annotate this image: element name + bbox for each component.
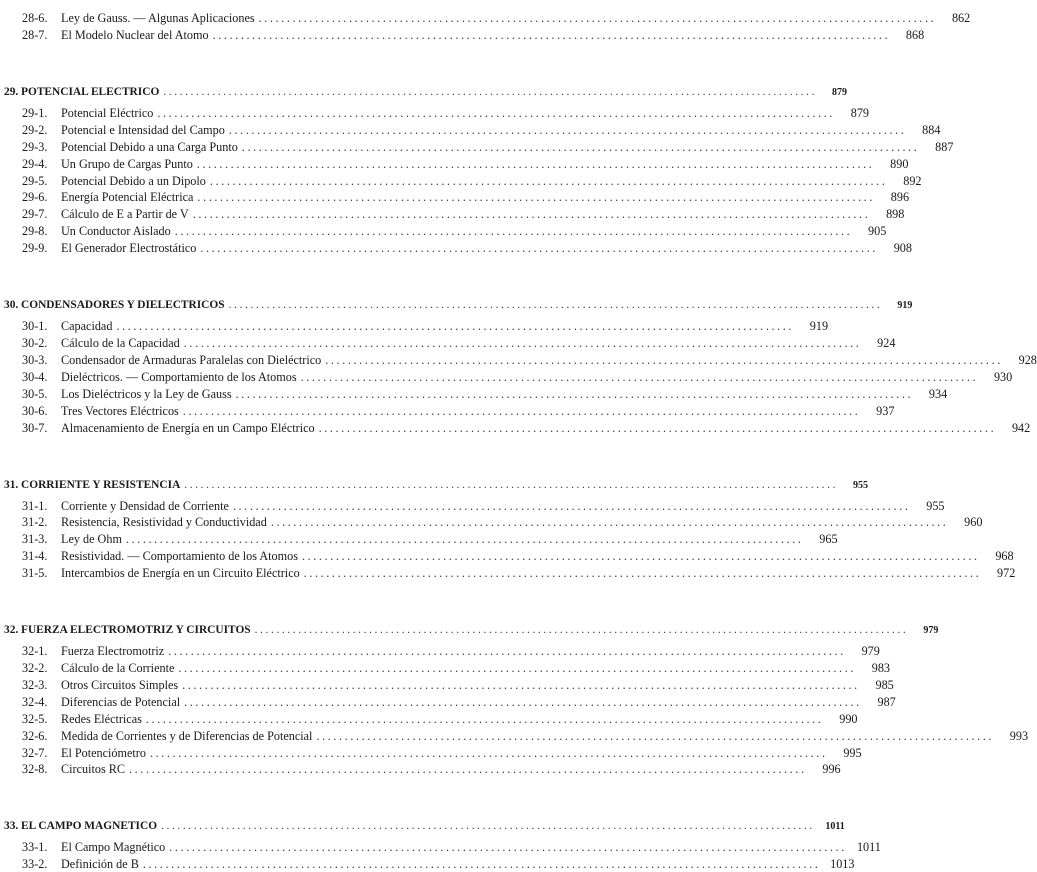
dot-leader: ........................................................................................................................ — [129, 762, 807, 777]
toc-entry-title: Fuerza Electromotriz — [61, 644, 165, 659]
dot-leader: ........................................................................................................................ — [157, 105, 836, 120]
toc-entry-page: 972 — [997, 566, 1016, 581]
dot-leader: ........................................................................................................................ — [182, 403, 861, 418]
toc-entry-title: CORRIENTE Y RESISTENCIA — [21, 478, 181, 491]
toc-section-entry — [22, 694, 896, 710]
toc-entry-number: 28-7. — [22, 27, 48, 42]
dot-leader: ........................................................................................................................ — [125, 532, 804, 547]
toc-entry-title: Potencial e Intensidad del Campo — [61, 122, 225, 137]
dot-leader: ........................................................................................................................ — [200, 241, 878, 256]
toc-entry-title: Un Grupo de Cargas Punto — [61, 156, 193, 171]
toc-entry-title: Energía Potencial Eléctrica — [61, 190, 194, 205]
toc-section-entry — [22, 498, 945, 514]
toc-entry-title: POTENCIAL ELECTRICO — [21, 85, 160, 98]
toc-entry-number: 32-6. — [22, 728, 48, 743]
dot-leader: ........................................................................................................................ — [149, 745, 828, 760]
dot-leader: ........................................................................................................................ — [161, 820, 815, 833]
dot-leader: ........................................................................................................................ — [142, 857, 821, 872]
toc-entry-number: 31-1. — [22, 498, 48, 513]
toc-entry-title: Circuitos RC — [61, 762, 125, 777]
toc-section-entry — [22, 11, 971, 26]
toc-section-entry — [22, 857, 855, 872]
toc-section-entry — [22, 420, 1031, 436]
dot-leader: ........................................................................................................................ — [258, 11, 937, 25]
toc-entry-page: 995 — [843, 745, 862, 760]
toc-entry-page: 905 — [868, 224, 887, 239]
toc-entry-title: Cálculo de la Capacidad — [61, 336, 180, 350]
toc-entry-page: 924 — [877, 336, 896, 350]
toc-section-entry — [22, 566, 1016, 581]
toc-entry-number: 33-1. — [22, 840, 48, 855]
toc-entry-number: 32-2. — [22, 661, 48, 675]
toc-entry-page: 892 — [903, 173, 922, 188]
toc-section-entry — [22, 319, 829, 334]
toc-entry-number: 29-1. — [22, 105, 48, 120]
dot-leader: ........................................................................................................................ — [192, 207, 871, 222]
toc-entry-page: 879 — [850, 105, 870, 120]
toc-entry-title: Otros Circuitos Simples — [61, 677, 179, 692]
toc-entry-title: Potencial Debido a un Dipolo — [61, 173, 206, 188]
toc-entry-title: Resistividad. — Comportamiento de los Atomos — [61, 549, 298, 564]
toc-section-entry — [22, 190, 910, 205]
toc-section-entry — [22, 549, 1014, 564]
toc-section-entry — [22, 644, 880, 659]
toc-entry-title: Tres Vectores Eléctricos — [61, 403, 179, 418]
toc-entry-title: Diferencias de Potencial — [61, 694, 181, 709]
dot-leader: ........................................................................................................................ — [212, 27, 891, 42]
toc-section-entry — [22, 352, 1037, 368]
toc-entry-number: 29-3. — [22, 139, 48, 154]
toc-entry-number: 29-5. — [22, 173, 48, 188]
toc-entry-page: 955 — [853, 479, 869, 491]
toc-entry-page: 868 — [905, 27, 925, 42]
dot-leader: ........................................................................................................................ — [300, 369, 979, 384]
dot-leader: ........................................................................................................................ — [228, 122, 907, 137]
dot-leader: ........................................................................................................................ — [270, 515, 949, 530]
toc-section-entry — [22, 386, 948, 402]
toc-entry-page: 987 — [877, 694, 896, 709]
toc-entry-title: EL CAMPO MAGNETICO — [21, 820, 158, 833]
toc-section-entry — [22, 336, 896, 351]
toc-entry-title: Potencial Debido a una Carga Punto — [61, 139, 238, 154]
toc-entry-number: 30-3. — [22, 352, 48, 367]
toc-section-entry — [22, 105, 870, 121]
toc-entry-number: 29-2. — [22, 122, 48, 137]
dot-leader: ........................................................................................................................ — [196, 156, 875, 171]
toc-entry-number: 31-2. — [22, 515, 48, 530]
toc-entry-title: Ley de Ohm — [61, 532, 122, 547]
toc-entry-number: 30-7. — [22, 420, 48, 435]
toc-entry-number: 31-3. — [22, 532, 48, 547]
toc-entry-page: 908 — [893, 241, 912, 256]
toc-entry-title: CONDENSADORES Y DIELECTRICOS — [21, 299, 225, 312]
toc-entry-title: Redes Eléctricas — [61, 711, 142, 726]
toc-entry-page: 1011 — [856, 840, 881, 855]
toc-entry-page: 996 — [822, 762, 841, 777]
toc-entry-title: Cálculo de la Corriente — [61, 661, 175, 675]
toc-entry-number: 29. — [4, 85, 19, 98]
toc-section-entry — [22, 661, 890, 676]
dot-leader: ........................................................................................................................ — [318, 420, 997, 435]
dot-leader: ........................................................................................................................ — [232, 498, 911, 513]
toc-chapter-entry — [4, 297, 913, 313]
toc-entry-number: 29-7. — [22, 207, 48, 222]
toc-entry-title: Medida de Corrientes y de Diferencias de Potencial — [61, 728, 313, 743]
toc-entry-number: 28-6. — [22, 11, 48, 25]
toc-entry-title: Un Conductor Aislado — [61, 224, 171, 239]
toc-entry-title: Corriente y Densidad de Corriente — [61, 498, 229, 513]
toc-entry-number: 29-8. — [22, 224, 48, 239]
dot-leader: ........................................................................................................................ — [228, 299, 883, 312]
toc-entry-title: Intercambios de Energía en un Circuito Eléctrico — [61, 566, 300, 581]
toc-section-entry — [22, 532, 838, 547]
toc-entry-title: Cálculo de E a Partir de V — [61, 207, 189, 222]
dot-leader: ........................................................................................................................ — [184, 478, 839, 491]
dot-leader: ........................................................................................................................ — [145, 711, 824, 726]
toc-entry-page: 887 — [935, 139, 954, 154]
toc-entry-page: 862 — [951, 11, 971, 25]
toc-entry-title: Dieléctricos. — Comportamiento de los Atomos — [61, 369, 297, 384]
dot-leader: ........................................................................................................................ — [168, 644, 846, 659]
toc-entry-title: Ley de Gauss. — Algunas Aplicaciones — [61, 11, 255, 25]
toc-entry-page: 1013 — [830, 857, 855, 872]
toc-entry-number: 30-1. — [22, 319, 48, 334]
dot-leader: ........................................................................................................................ — [163, 85, 818, 98]
dot-leader: ........................................................................................................................ — [116, 319, 795, 334]
toc-entry-page: 890 — [890, 156, 909, 171]
toc-chapter-entry — [4, 477, 869, 493]
dot-leader: ........................................................................................................................ — [184, 694, 862, 709]
toc-entry-page: 937 — [876, 403, 895, 418]
dot-leader: ........................................................................................................................ — [197, 190, 876, 205]
toc-entry-title: Resistencia, Resistividad y Conductividad — [61, 515, 267, 530]
toc-entry-page: 928 — [1018, 352, 1037, 367]
dot-leader: ........................................................................................................................ — [241, 139, 920, 154]
toc-entry-page: 884 — [922, 122, 941, 137]
toc-entry-number: 30. — [4, 299, 19, 312]
toc-section-entry — [22, 122, 941, 138]
toc-entry-number: 31. — [4, 478, 19, 491]
toc-entry-page: 990 — [839, 711, 858, 726]
dot-leader: ........................................................................................................................ — [178, 661, 856, 675]
toc-entry-number: 30-2. — [22, 336, 48, 350]
toc-entry-page: 968 — [995, 549, 1014, 564]
dot-leader: ........................................................................................................................ — [303, 566, 982, 581]
toc-entry-title: Los Dieléctricos y la Ley de Gauss — [61, 386, 232, 401]
dot-leader: ........................................................................................................................ — [254, 624, 909, 637]
toc-entry-number: 29-9. — [22, 241, 48, 256]
toc-entry-page: 898 — [886, 207, 905, 222]
toc-section-entry — [22, 728, 1029, 744]
toc-entry-page: 983 — [871, 661, 890, 675]
toc-entry-number: 31-4. — [22, 549, 48, 564]
toc-section-entry — [22, 27, 925, 43]
toc-entry-page: 934 — [928, 386, 948, 401]
dot-leader: ........................................................................................................................ — [325, 352, 1003, 367]
toc-entry-number: 32-7. — [22, 745, 48, 760]
toc-entry-page: 919 — [809, 319, 829, 334]
toc-section-entry — [22, 840, 881, 855]
toc-entry-title: El Potenciómetro — [61, 745, 146, 760]
dot-leader: ........................................................................................................................ — [182, 677, 860, 692]
toc-entry-page: 955 — [926, 498, 945, 513]
toc-section-entry — [22, 403, 895, 419]
toc-entry-page: 993 — [1009, 728, 1029, 743]
toc-entry-number: 32-5. — [22, 711, 48, 726]
toc-section-entry — [22, 515, 983, 530]
toc-entry-page: 896 — [890, 190, 910, 205]
toc-chapter-entry — [4, 84, 848, 100]
toc-entry-page: 1011 — [825, 821, 845, 833]
dot-leader: ........................................................................................................................ — [235, 386, 914, 401]
toc-entry-number: 30-5. — [22, 386, 48, 401]
toc-entry-number: 30-6. — [22, 403, 48, 418]
dot-leader: ........................................................................................................................ — [301, 549, 980, 564]
toc-section-entry — [22, 224, 887, 239]
toc-section-entry — [22, 139, 954, 155]
toc-entry-number: 32. — [4, 624, 19, 637]
toc-section-entry — [22, 241, 912, 256]
toc-entry-number: 29-4. — [22, 156, 48, 171]
toc-entry-number: 32-4. — [22, 694, 48, 709]
dot-leader: ........................................................................................................................ — [209, 173, 888, 188]
toc-entry-page: 919 — [897, 300, 913, 312]
toc-section-entry — [22, 173, 922, 189]
dot-leader: ........................................................................................................................ — [316, 728, 995, 743]
toc-entry-title: Definición de B — [61, 857, 139, 872]
toc-entry-number: 31-5. — [22, 566, 48, 581]
toc-entry-page: 879 — [832, 86, 848, 98]
toc-entry-title: El Campo Magnético — [61, 840, 166, 855]
toc-entry-page: 965 — [819, 532, 838, 547]
toc-entry-page: 979 — [861, 644, 880, 659]
toc-entry-number: 30-4. — [22, 369, 48, 384]
toc-entry-title: Condensador de Armaduras Paralelas con Dieléctrico — [61, 352, 322, 367]
dot-leader: ........................................................................................................................ — [169, 840, 847, 855]
toc-entry-number: 29-6. — [22, 190, 48, 205]
toc-chapter-entry — [4, 818, 845, 834]
toc-entry-title: Capacidad — [61, 319, 113, 334]
toc-entry-title: Potencial Eléctrico — [61, 105, 154, 120]
toc-entry-title: El Modelo Nuclear del Atomo — [61, 27, 209, 42]
toc-entry-page: 942 — [1011, 420, 1031, 435]
toc-entry-page: 960 — [964, 515, 983, 530]
toc-entry-page: 985 — [875, 677, 894, 692]
dot-leader: ........................................................................................................................ — [174, 224, 853, 239]
toc-section-entry — [22, 677, 894, 693]
dot-leader: ........................................................................................................................ — [183, 336, 862, 350]
toc-section-entry — [22, 745, 862, 761]
toc-section-entry — [22, 762, 841, 777]
toc-section-entry — [22, 207, 905, 222]
toc-section-entry — [22, 156, 909, 172]
toc-entry-number: 32-1. — [22, 644, 48, 659]
toc-entry-title: El Generador Electrostático — [61, 241, 197, 256]
toc-entry-page: 979 — [923, 625, 939, 637]
toc-entry-number: 32-3. — [22, 677, 48, 692]
toc-entry-title: FUERZA ELECTROMOTRIZ Y CIRCUITOS — [21, 624, 251, 637]
toc-entry-number: 32-8. — [22, 762, 48, 777]
toc-chapter-entry — [4, 622, 939, 638]
toc-section-entry — [22, 711, 858, 727]
toc-entry-title: Almacenamiento de Energía en un Campo Eléctrico — [61, 420, 315, 435]
toc-section-entry — [22, 369, 1013, 385]
toc-entry-number: 33-2. — [22, 857, 48, 872]
toc-entry-page: 930 — [993, 369, 1013, 384]
toc-entry-number: 33. — [4, 820, 19, 833]
